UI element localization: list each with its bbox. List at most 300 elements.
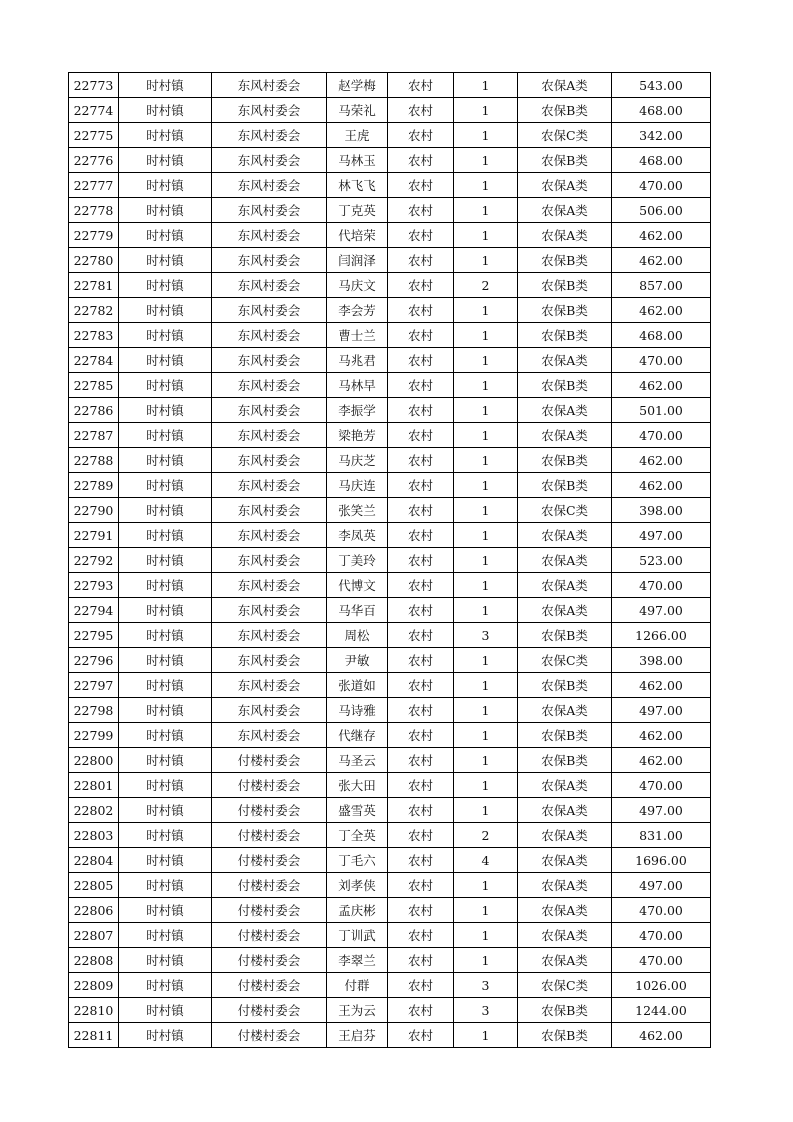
household-count-cell: 1 [454,473,518,498]
area-type-cell: 农村 [388,598,454,623]
insurance-category-cell: 农保A类 [518,573,612,598]
area-type-cell: 农村 [388,973,454,998]
area-type-cell: 农村 [388,848,454,873]
table-row [69,223,711,248]
amount-cell: 506.00 [612,198,711,223]
table-row [69,898,711,923]
person-name-cell: 尹敏 [327,648,388,673]
record-id-cell: 22775 [69,123,119,148]
person-name-cell: 梁艳芳 [327,423,388,448]
town-cell: 时村镇 [119,248,212,273]
insurance-category-cell: 农保B类 [518,1023,612,1048]
record-id-cell: 22794 [69,598,119,623]
household-count-cell: 1 [454,773,518,798]
household-count-cell: 1 [454,698,518,723]
household-count-cell: 1 [454,323,518,348]
town-cell: 时村镇 [119,423,212,448]
household-count-cell: 1 [454,73,518,98]
town-cell: 时村镇 [119,998,212,1023]
insurance-category-cell: 农保A类 [518,848,612,873]
person-name-cell: 代博文 [327,573,388,598]
record-id-cell: 22809 [69,973,119,998]
village-committee-cell: 东风村委会 [212,98,327,123]
amount-cell: 462.00 [612,448,711,473]
area-type-cell: 农村 [388,173,454,198]
table-body [69,73,711,1048]
town-cell: 时村镇 [119,98,212,123]
insurance-category-cell: 农保A类 [518,798,612,823]
village-committee-cell: 付楼村委会 [212,998,327,1023]
amount-cell: 497.00 [612,598,711,623]
table-row [69,323,711,348]
town-cell: 时村镇 [119,673,212,698]
amount-cell: 462.00 [612,1023,711,1048]
amount-cell: 468.00 [612,323,711,348]
village-committee-cell: 东风村委会 [212,398,327,423]
household-count-cell: 1 [454,423,518,448]
table-row [69,123,711,148]
village-committee-cell: 东风村委会 [212,273,327,298]
insurance-category-cell: 农保A类 [518,773,612,798]
table-row [69,698,711,723]
amount-cell: 501.00 [612,398,711,423]
area-type-cell: 农村 [388,73,454,98]
household-count-cell: 1 [454,798,518,823]
insurance-category-cell: 农保A类 [518,423,612,448]
area-type-cell: 农村 [388,623,454,648]
person-name-cell: 马林玉 [327,148,388,173]
record-id-cell: 22783 [69,323,119,348]
table-row [69,248,711,273]
town-cell: 时村镇 [119,873,212,898]
village-committee-cell: 东风村委会 [212,123,327,148]
area-type-cell: 农村 [388,873,454,898]
person-name-cell: 闫润泽 [327,248,388,273]
area-type-cell: 农村 [388,98,454,123]
insurance-category-cell: 农保C类 [518,973,612,998]
household-count-cell: 1 [454,748,518,773]
record-id-cell: 22774 [69,98,119,123]
record-id-cell: 22797 [69,673,119,698]
village-committee-cell: 东风村委会 [212,648,327,673]
town-cell: 时村镇 [119,398,212,423]
village-committee-cell: 东风村委会 [212,298,327,323]
amount-cell: 470.00 [612,423,711,448]
insurance-category-cell: 农保B类 [518,298,612,323]
record-id-cell: 22777 [69,173,119,198]
insurance-category-cell: 农保A类 [518,398,612,423]
record-id-cell: 22799 [69,723,119,748]
insurance-category-cell: 农保A类 [518,548,612,573]
town-cell: 时村镇 [119,573,212,598]
table-row [69,873,711,898]
amount-cell: 462.00 [612,373,711,398]
person-name-cell: 刘孝侠 [327,873,388,898]
village-committee-cell: 东风村委会 [212,423,327,448]
town-cell: 时村镇 [119,598,212,623]
village-committee-cell: 付楼村委会 [212,773,327,798]
household-count-cell: 2 [454,823,518,848]
town-cell: 时村镇 [119,948,212,973]
amount-cell: 523.00 [612,548,711,573]
table-row [69,848,711,873]
household-count-cell: 4 [454,848,518,873]
household-count-cell: 1 [454,573,518,598]
village-committee-cell: 东风村委会 [212,173,327,198]
person-name-cell: 丁美玲 [327,548,388,573]
record-id-cell: 22778 [69,198,119,223]
table-row [69,198,711,223]
table-row [69,973,711,998]
record-id-cell: 22805 [69,873,119,898]
town-cell: 时村镇 [119,473,212,498]
records-table [68,72,711,1048]
amount-cell: 462.00 [612,723,711,748]
table-row [69,398,711,423]
area-type-cell: 农村 [388,748,454,773]
amount-cell: 462.00 [612,223,711,248]
household-count-cell: 1 [454,1023,518,1048]
table-row [69,598,711,623]
area-type-cell: 农村 [388,773,454,798]
person-name-cell: 张笑兰 [327,498,388,523]
person-name-cell: 丁全英 [327,823,388,848]
household-count-cell: 1 [454,648,518,673]
town-cell: 时村镇 [119,223,212,248]
record-id-cell: 22781 [69,273,119,298]
household-count-cell: 1 [454,873,518,898]
person-name-cell: 王虎 [327,123,388,148]
table-row [69,348,711,373]
insurance-category-cell: 农保A类 [518,73,612,98]
area-type-cell: 农村 [388,898,454,923]
village-committee-cell: 东风村委会 [212,548,327,573]
insurance-category-cell: 农保B类 [518,323,612,348]
village-committee-cell: 东风村委会 [212,73,327,98]
village-committee-cell: 付楼村委会 [212,798,327,823]
area-type-cell: 农村 [388,498,454,523]
insurance-category-cell: 农保A类 [518,948,612,973]
town-cell: 时村镇 [119,748,212,773]
town-cell: 时村镇 [119,548,212,573]
record-id-cell: 22808 [69,948,119,973]
person-name-cell: 马庆芝 [327,448,388,473]
household-count-cell: 1 [454,498,518,523]
table-row [69,98,711,123]
amount-cell: 470.00 [612,173,711,198]
table-row [69,423,711,448]
area-type-cell: 农村 [388,298,454,323]
village-committee-cell: 付楼村委会 [212,948,327,973]
town-cell: 时村镇 [119,323,212,348]
table-row [69,748,711,773]
amount-cell: 497.00 [612,798,711,823]
record-id-cell: 22788 [69,448,119,473]
person-name-cell: 马庆文 [327,273,388,298]
record-id-cell: 22789 [69,473,119,498]
insurance-category-cell: 农保B类 [518,748,612,773]
town-cell: 时村镇 [119,798,212,823]
village-committee-cell: 东风村委会 [212,498,327,523]
area-type-cell: 农村 [388,198,454,223]
person-name-cell: 李凤英 [327,523,388,548]
town-cell: 时村镇 [119,698,212,723]
household-count-cell: 1 [454,298,518,323]
area-type-cell: 农村 [388,948,454,973]
record-id-cell: 22780 [69,248,119,273]
insurance-category-cell: 农保A类 [518,348,612,373]
insurance-category-cell: 农保B类 [518,148,612,173]
record-id-cell: 22787 [69,423,119,448]
person-name-cell: 张大田 [327,773,388,798]
amount-cell: 398.00 [612,648,711,673]
person-name-cell: 丁训武 [327,923,388,948]
household-count-cell: 1 [454,148,518,173]
table-row [69,673,711,698]
household-count-cell: 1 [454,223,518,248]
village-committee-cell: 东风村委会 [212,523,327,548]
record-id-cell: 22801 [69,773,119,798]
area-type-cell: 农村 [388,648,454,673]
town-cell: 时村镇 [119,348,212,373]
household-count-cell: 3 [454,623,518,648]
table-row [69,948,711,973]
person-name-cell: 赵学梅 [327,73,388,98]
amount-cell: 462.00 [612,673,711,698]
person-name-cell: 马圣云 [327,748,388,773]
person-name-cell: 李振学 [327,398,388,423]
amount-cell: 342.00 [612,123,711,148]
insurance-category-cell: 农保B类 [518,623,612,648]
town-cell: 时村镇 [119,723,212,748]
record-id-cell: 22784 [69,348,119,373]
person-name-cell: 付群 [327,973,388,998]
town-cell: 时村镇 [119,973,212,998]
person-name-cell: 林飞飞 [327,173,388,198]
area-type-cell: 农村 [388,248,454,273]
person-name-cell: 代培荣 [327,223,388,248]
amount-cell: 1266.00 [612,623,711,648]
insurance-category-cell: 农保A类 [518,523,612,548]
table-row [69,823,711,848]
person-name-cell: 马庆连 [327,473,388,498]
table-row [69,148,711,173]
table-row [69,548,711,573]
village-committee-cell: 东风村委会 [212,623,327,648]
town-cell: 时村镇 [119,623,212,648]
person-name-cell: 丁毛六 [327,848,388,873]
area-type-cell: 农村 [388,273,454,298]
record-id-cell: 22803 [69,823,119,848]
person-name-cell: 代继存 [327,723,388,748]
amount-cell: 1244.00 [612,998,711,1023]
household-count-cell: 1 [454,598,518,623]
area-type-cell: 农村 [388,698,454,723]
insurance-category-cell: 农保B类 [518,273,612,298]
record-id-cell: 22791 [69,523,119,548]
person-name-cell: 马华百 [327,598,388,623]
insurance-category-cell: 农保B类 [518,473,612,498]
area-type-cell: 农村 [388,998,454,1023]
amount-cell: 470.00 [612,898,711,923]
area-type-cell: 农村 [388,423,454,448]
person-name-cell: 李翠兰 [327,948,388,973]
town-cell: 时村镇 [119,148,212,173]
insurance-category-cell: 农保A类 [518,823,612,848]
village-committee-cell: 付楼村委会 [212,1023,327,1048]
insurance-category-cell: 农保A类 [518,598,612,623]
area-type-cell: 农村 [388,473,454,498]
area-type-cell: 农村 [388,923,454,948]
village-committee-cell: 付楼村委会 [212,823,327,848]
table-row [69,773,711,798]
household-count-cell: 1 [454,373,518,398]
record-id-cell: 22796 [69,648,119,673]
town-cell: 时村镇 [119,298,212,323]
village-committee-cell: 东风村委会 [212,473,327,498]
person-name-cell: 马兆君 [327,348,388,373]
village-committee-cell: 东风村委会 [212,148,327,173]
record-id-cell: 22779 [69,223,119,248]
village-committee-cell: 东风村委会 [212,448,327,473]
amount-cell: 470.00 [612,573,711,598]
town-cell: 时村镇 [119,448,212,473]
record-id-cell: 22785 [69,373,119,398]
amount-cell: 468.00 [612,148,711,173]
person-name-cell: 李会芳 [327,298,388,323]
village-committee-cell: 付楼村委会 [212,973,327,998]
town-cell: 时村镇 [119,523,212,548]
area-type-cell: 农村 [388,798,454,823]
record-id-cell: 22804 [69,848,119,873]
village-committee-cell: 东风村委会 [212,723,327,748]
household-count-cell: 3 [454,973,518,998]
village-committee-cell: 东风村委会 [212,248,327,273]
amount-cell: 1696.00 [612,848,711,873]
town-cell: 时村镇 [119,73,212,98]
village-committee-cell: 东风村委会 [212,598,327,623]
table-row [69,273,711,298]
village-committee-cell: 付楼村委会 [212,748,327,773]
town-cell: 时村镇 [119,373,212,398]
amount-cell: 1026.00 [612,973,711,998]
person-name-cell: 王启芬 [327,1023,388,1048]
area-type-cell: 农村 [388,123,454,148]
area-type-cell: 农村 [388,348,454,373]
insurance-category-cell: 农保B类 [518,448,612,473]
village-committee-cell: 东风村委会 [212,223,327,248]
insurance-category-cell: 农保A类 [518,923,612,948]
insurance-category-cell: 农保C类 [518,498,612,523]
village-committee-cell: 付楼村委会 [212,848,327,873]
record-id-cell: 22792 [69,548,119,573]
table-row [69,298,711,323]
town-cell: 时村镇 [119,273,212,298]
person-name-cell: 张道如 [327,673,388,698]
amount-cell: 468.00 [612,98,711,123]
village-committee-cell: 东风村委会 [212,673,327,698]
record-id-cell: 22800 [69,748,119,773]
record-id-cell: 22798 [69,698,119,723]
table-row [69,373,711,398]
amount-cell: 857.00 [612,273,711,298]
household-count-cell: 1 [454,948,518,973]
insurance-category-cell: 农保A类 [518,223,612,248]
household-count-cell: 1 [454,923,518,948]
household-count-cell: 1 [454,173,518,198]
household-count-cell: 1 [454,198,518,223]
table-row [69,523,711,548]
village-committee-cell: 东风村委会 [212,373,327,398]
area-type-cell: 农村 [388,148,454,173]
record-id-cell: 22790 [69,498,119,523]
insurance-category-cell: 农保A类 [518,898,612,923]
household-count-cell: 2 [454,273,518,298]
table-row [69,498,711,523]
amount-cell: 398.00 [612,498,711,523]
village-committee-cell: 付楼村委会 [212,923,327,948]
amount-cell: 497.00 [612,523,711,548]
record-id-cell: 22806 [69,898,119,923]
town-cell: 时村镇 [119,648,212,673]
table-row [69,73,711,98]
amount-cell: 470.00 [612,923,711,948]
person-name-cell: 马诗雅 [327,698,388,723]
amount-cell: 497.00 [612,698,711,723]
record-id-cell: 22802 [69,798,119,823]
town-cell: 时村镇 [119,123,212,148]
area-type-cell: 农村 [388,1023,454,1048]
village-committee-cell: 东风村委会 [212,573,327,598]
household-count-cell: 1 [454,398,518,423]
area-type-cell: 农村 [388,523,454,548]
town-cell: 时村镇 [119,773,212,798]
table-row [69,473,711,498]
area-type-cell: 农村 [388,323,454,348]
record-id-cell: 22786 [69,398,119,423]
household-count-cell: 1 [454,123,518,148]
person-name-cell: 丁克英 [327,198,388,223]
household-count-cell: 1 [454,898,518,923]
record-id-cell: 22810 [69,998,119,1023]
area-type-cell: 农村 [388,373,454,398]
area-type-cell: 农村 [388,573,454,598]
village-committee-cell: 付楼村委会 [212,873,327,898]
insurance-category-cell: 农保B类 [518,998,612,1023]
village-committee-cell: 付楼村委会 [212,898,327,923]
insurance-category-cell: 农保B类 [518,723,612,748]
insurance-category-cell: 农保A类 [518,873,612,898]
household-count-cell: 1 [454,98,518,123]
amount-cell: 470.00 [612,773,711,798]
area-type-cell: 农村 [388,223,454,248]
amount-cell: 470.00 [612,948,711,973]
person-name-cell: 马荣礼 [327,98,388,123]
table-row [69,448,711,473]
person-name-cell: 孟庆彬 [327,898,388,923]
insurance-category-cell: 农保C类 [518,123,612,148]
record-id-cell: 22795 [69,623,119,648]
household-count-cell: 1 [454,548,518,573]
insurance-category-cell: 农保B类 [518,673,612,698]
amount-cell: 497.00 [612,873,711,898]
record-id-cell: 22793 [69,573,119,598]
area-type-cell: 农村 [388,398,454,423]
record-id-cell: 22807 [69,923,119,948]
person-name-cell: 马林早 [327,373,388,398]
record-id-cell: 22776 [69,148,119,173]
amount-cell: 462.00 [612,298,711,323]
